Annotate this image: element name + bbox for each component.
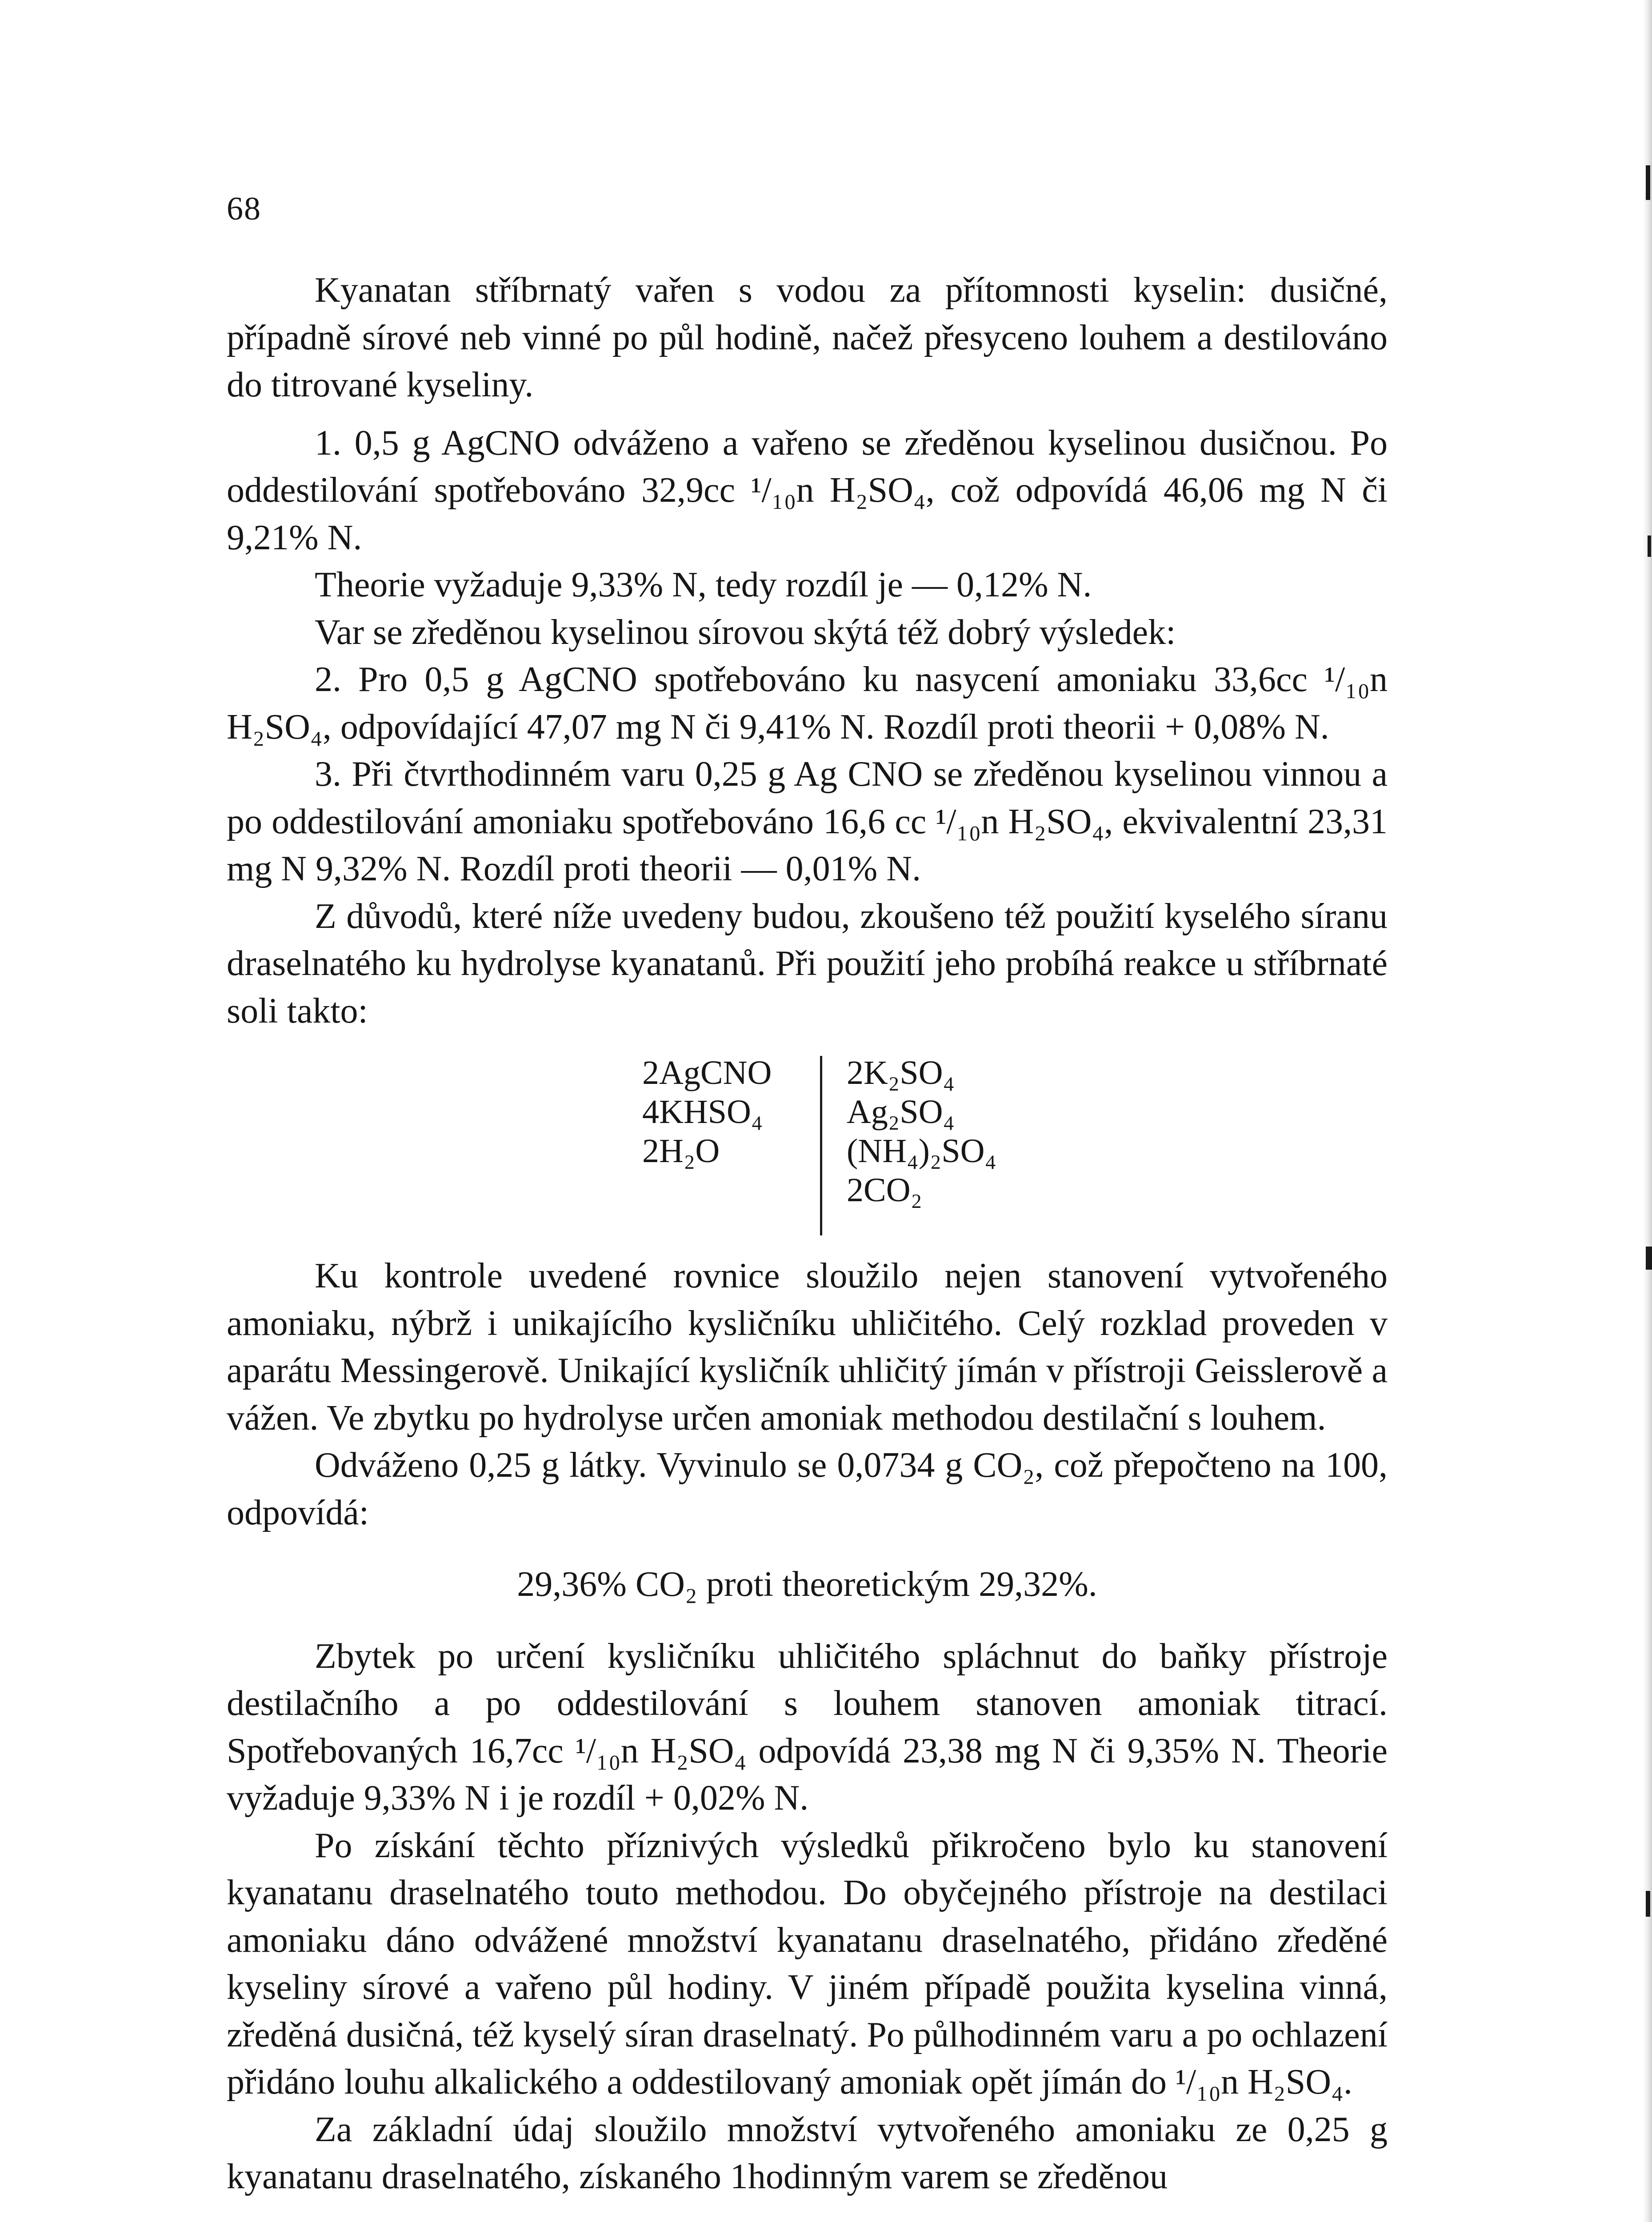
result-line: 29,36% CO₂ proti theoretickým 29,32%. [517, 1565, 1097, 1604]
product: (NH₄)₂SO₄ [847, 1132, 997, 1170]
paragraph: Var se zředěnou kyselinou sírovou skýtá též dobrý výsledek: [315, 612, 1176, 652]
paragraph: 3. Při čtvrthodinném varu 0,25 g Ag CNO se zředěnou kyselinou vinnou a po oddestilování amoniaku spotřebováno 16,6 cc ¹/₁₀n H₂SO₄, ekvivalentní 23,31 mg N 9,32% N. Rozdíl proti theorii — 0,01% N. [227, 755, 1388, 888]
body-text [227, 267, 1388, 2201]
page-number: 68 [227, 191, 261, 227]
reaction-equation [642, 1053, 1388, 1240]
paragraph: 1. 0,5 g AgCNO odváženo a vařeno se zředěnou kyselinou dusičnou. Po oddestilování spotřebováno 32,9cc ¹/₁₀n H₂SO₄, což odpovídá 46,06 mg N či 9,21% N. [227, 423, 1388, 557]
reactant: 2H₂O [642, 1132, 720, 1170]
edge-mark [1648, 536, 1651, 557]
equation-divider [820, 1056, 822, 1235]
paragraph: Za základní údaj sloužilo množství vytvořeného amoniaku ze 0,25 g kyanatanu draselnatého, získaného 1hodinným varem se zředěnou [227, 2110, 1388, 2196]
page-edge-shadow [1643, 0, 1652, 2222]
paragraph: Zbytek po určení kysličníku uhličitého spláchnut do baňky přístroje destilačního a po oddestilování s louhem stanoven amoniak titrací. Spotřebovaných 16,7cc ¹/₁₀n H₂SO₄ odpovídá 23,38 mg N či 9,35% N. Theorie vyžaduje 9,33% N i je rozdíl + 0,02% N. [227, 1636, 1388, 1818]
paragraph: 2. Pro 0,5 g AgCNO spotřebováno ku nasycení amoniaku 33,6cc ¹/₁₀n H₂SO₄, odpovídající 47,07 mg N či 9,41% N. Rozdíl proti theorii + 0,08% N. [227, 660, 1388, 747]
edge-mark [1646, 165, 1650, 200]
paragraph: Kyanatan stříbrnatý vařen s vodou za přítomnosti kyselin: dusičné, případně sírové neb vinné po půl hodině, načež přesyceno louhem a destilováno do titrované kyseliny. [227, 271, 1388, 404]
reactant: 4KHSO₄ [642, 1093, 763, 1131]
paragraph: Odváženo 0,25 g látky. Vyvinulo se 0,0734 g CO₂, což přepočteno na 100, odpovídá: [227, 1446, 1388, 1532]
products [847, 1053, 996, 1210]
product: 2CO₂ [847, 1171, 923, 1209]
reactant: 2AgCNO [642, 1054, 772, 1091]
reactants [642, 1053, 772, 1171]
paragraph: Ku kontrole uvedené rovnice sloužilo nejen stanovení vytvořeného amoniaku, nýbrž i unikajícího kysličníku uhličitého. Celý rozklad proveden v aparátu Messingerově. Unikající kysličník uhličitý jímán v přístroji Geisslerově a vážen. Ve zbytku po hydrolyse určen amoniak methodou destilační s louhem. [227, 1256, 1388, 1438]
edge-mark [1646, 1891, 1650, 1917]
edge-mark [1646, 1247, 1652, 1270]
product: 2K₂SO₄ [847, 1054, 955, 1091]
product: Ag₂SO₄ [847, 1093, 955, 1131]
paragraph: Z důvodů, které níže uvedeny budou, zkoušeno též použití kyselého síranu draselnatého ku hydrolyse kyanatanů. Při použití jeho probíhá reakce u stříbrnaté soli takto: [227, 896, 1388, 1031]
paragraph: Theorie vyžaduje 9,33% N, tedy rozdíl je — 0,12% N. [315, 565, 1092, 604]
paragraph: Po získání těchto příznivých výsledků přikročeno bylo ku stanovení kyanatanu draselnatého touto methodou. Do obyčejného přístroje na destilaci amoniaku dáno odvážené množství kyanatanu draselnatého, přidáno zředěné kyseliny sírové a vařeno půl hodiny. V jiném případě použita kyselina vinná, zředěná dusičná, též kyselý síran draselnatý. Po půlhodinném varu a po ochlazení přidáno louhu alkalického a oddestilovaný amoniak opět jímán do ¹/₁₀n H₂SO₄. [227, 1826, 1388, 2102]
